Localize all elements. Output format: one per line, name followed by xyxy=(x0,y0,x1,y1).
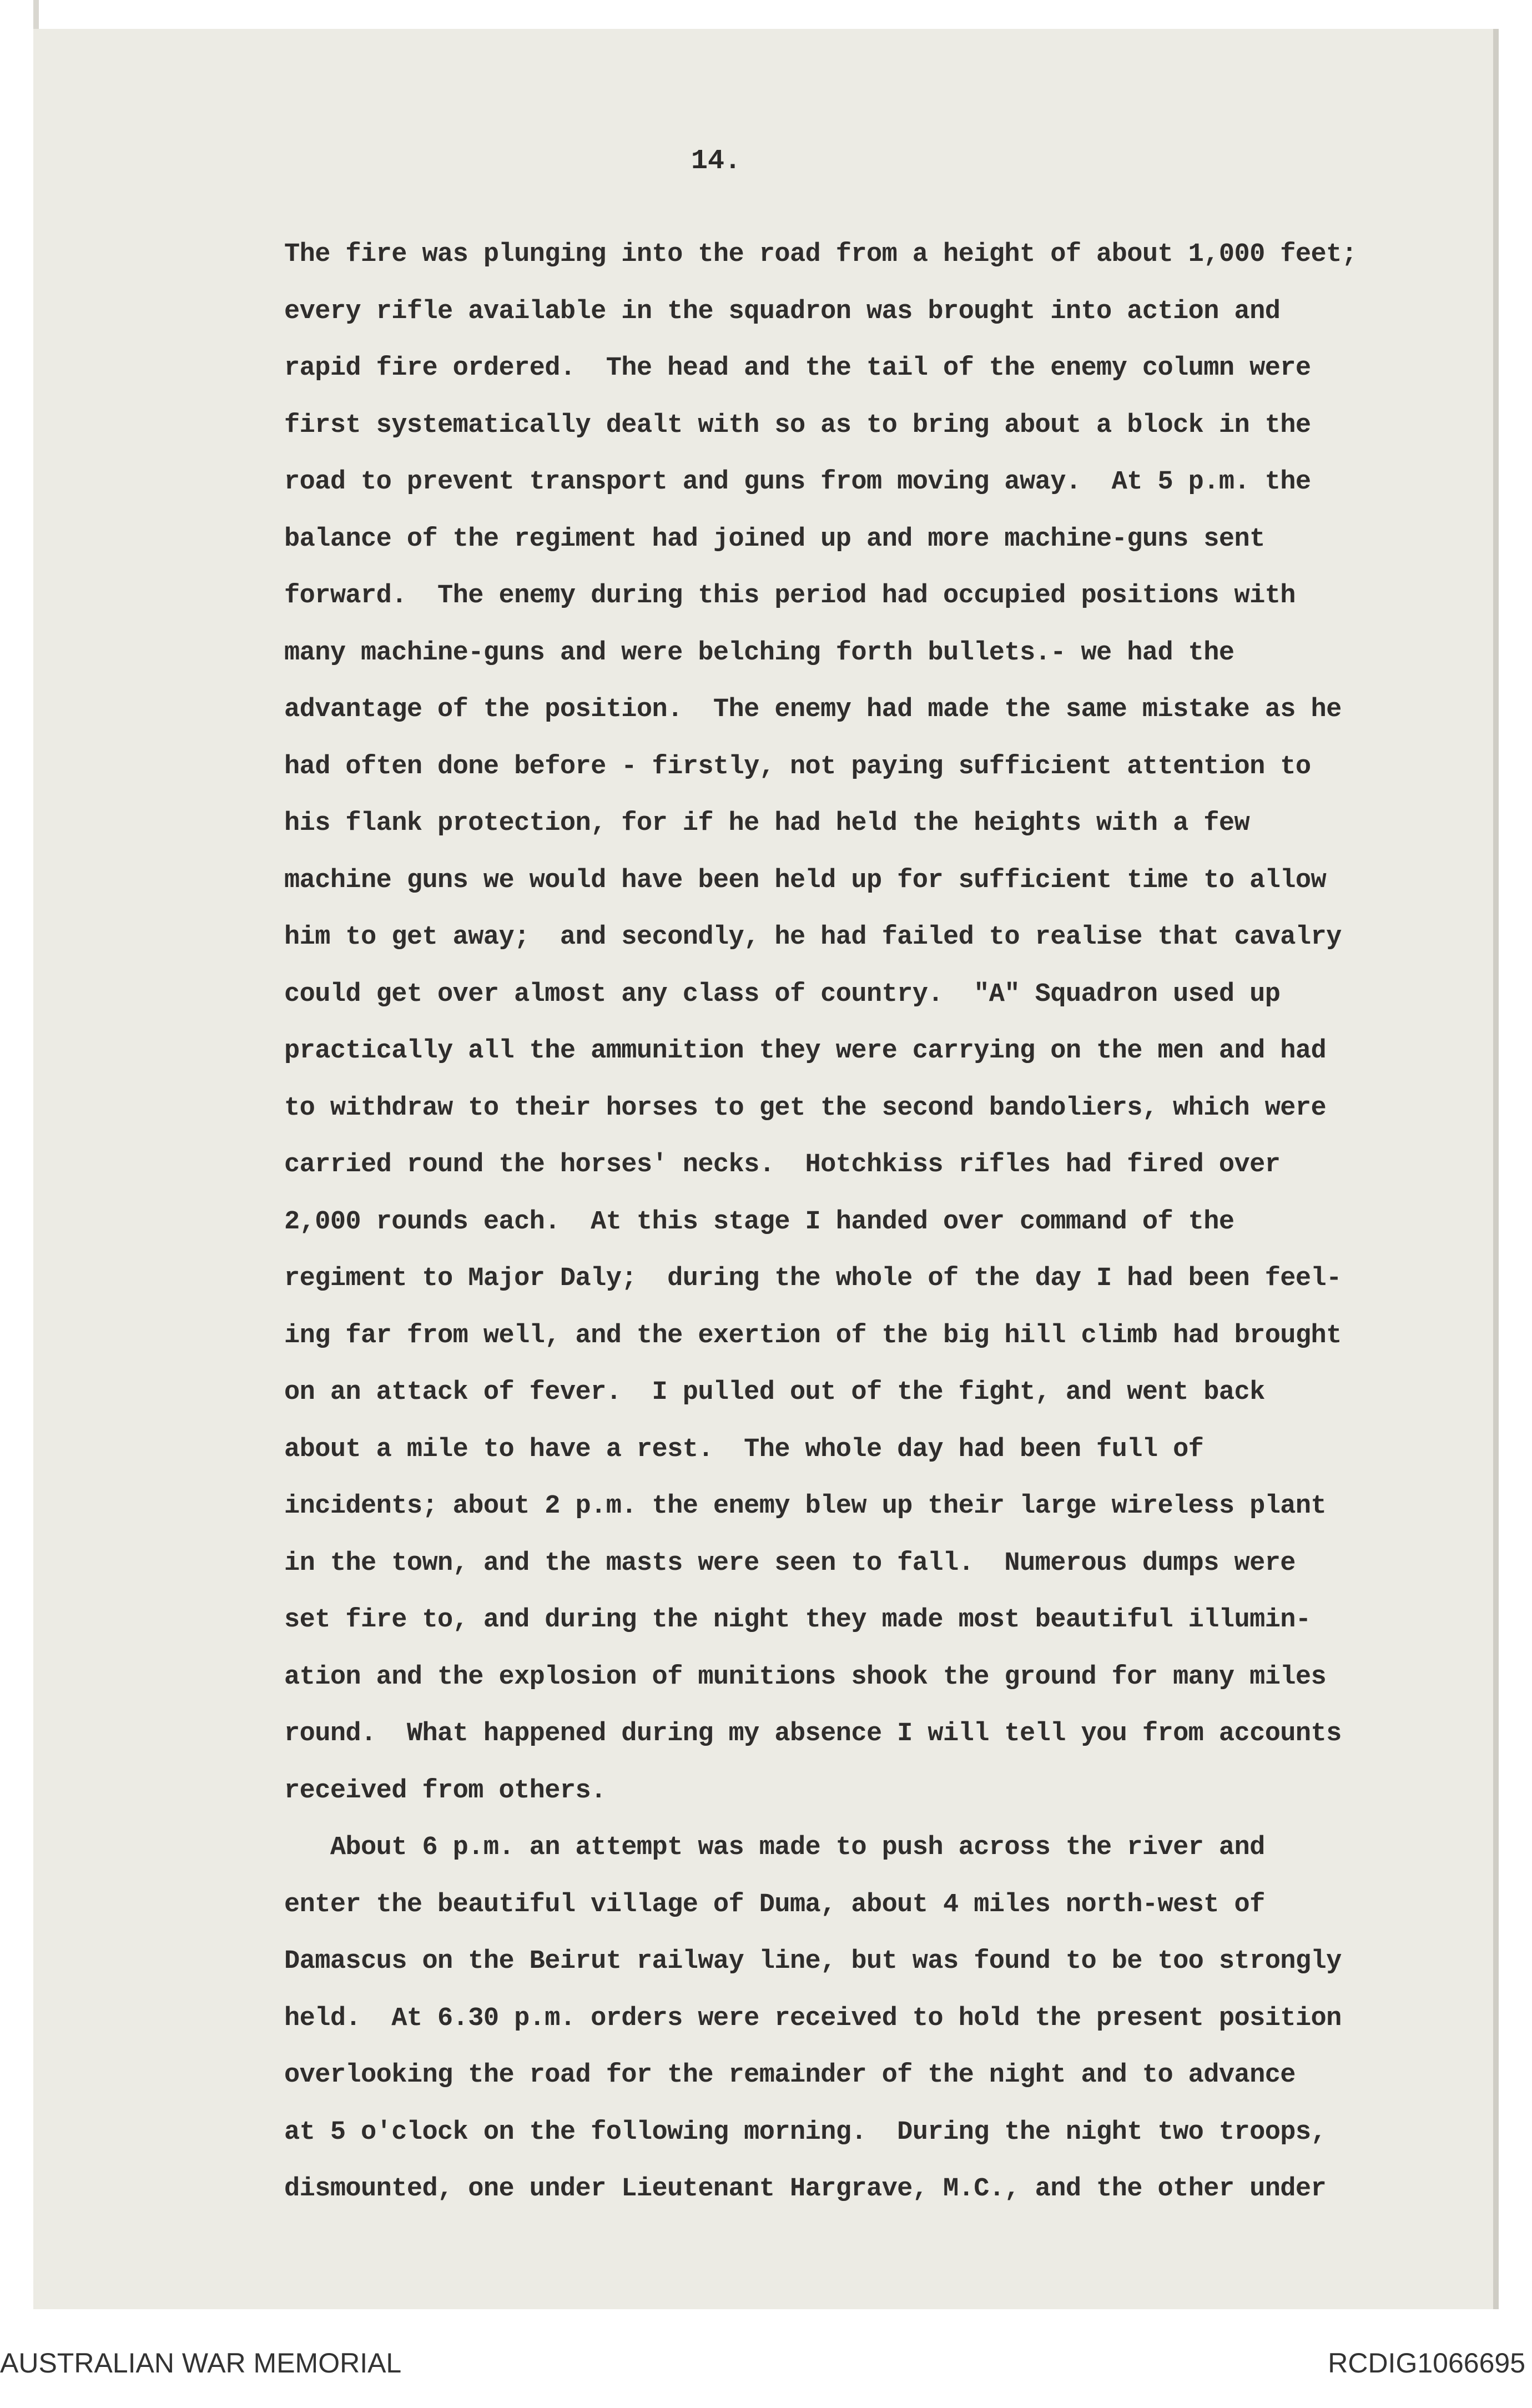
text-line: to withdraw to their horses to get the second bandoliers, which were xyxy=(284,1093,1327,1123)
text-line: About 6 p.m. an attempt was made to push across the river and xyxy=(284,1833,1265,1862)
text-line: ation and the explosion of munitions shook the ground for many miles xyxy=(284,1662,1327,1692)
text-line: set fire to, and during the night they made most beautiful illumin- xyxy=(284,1605,1311,1635)
text-line: road to prevent transport and guns from moving away. At 5 p.m. the xyxy=(284,467,1311,497)
footer-record-id: RCDIG1066695 xyxy=(1328,2347,1525,2379)
text-line: carried round the horses' necks. Hotchkiss rifles had fired over xyxy=(284,1150,1281,1180)
text-line: in the town, and the masts were seen to fall. Numerous dumps were xyxy=(284,1548,1296,1578)
text-line: forward. The enemy during this period had occupied positions with xyxy=(284,581,1296,611)
text-line: every rifle available in the squadron was brought into action and xyxy=(284,296,1281,326)
text-line: had often done before - firstly, not paying sufficient attention to xyxy=(284,752,1311,782)
text-line: at 5 o'clock on the following morning. During the night two troops, xyxy=(284,2117,1327,2147)
text-line: overlooking the road for the remainder of the night and to advance xyxy=(284,2061,1296,2090)
text-line: his flank protection, for if he had held the heights with a few xyxy=(284,809,1250,838)
text-line: first systematically dealt with so as to bring about a block in the xyxy=(284,410,1311,440)
text-line: ing far from well, and the exertion of the big hill climb had brought xyxy=(284,1321,1342,1351)
text-line: The fire was plunging into the road from a height of about 1,000 feet; xyxy=(284,240,1357,269)
body-text xyxy=(284,226,1467,2218)
text-line: about a mile to have a rest. The whole day had been full of xyxy=(284,1434,1204,1464)
text-line: balance of the regiment had joined up and more machine-guns sent xyxy=(284,524,1265,554)
text-line: regiment to Major Daly; during the whole of the day I had been feel- xyxy=(284,1264,1342,1293)
text-line: many machine-guns and were belching forth bullets.- we had the xyxy=(284,638,1234,668)
text-line: received from others. xyxy=(284,1776,606,1806)
text-line: round. What happened during my absence I will tell you from accounts xyxy=(284,1719,1342,1749)
page-number: 14. xyxy=(691,145,742,177)
footer-institution: AUSTRALIAN WAR MEMORIAL xyxy=(0,2347,402,2379)
text-line: held. At 6.30 p.m. orders were received to hold the present position xyxy=(284,2003,1342,2033)
text-line: machine guns we would have been held up for sufficient time to allow xyxy=(284,865,1327,895)
text-line: Damascus on the Beirut railway line, but was found to be too strongly xyxy=(284,1947,1342,1976)
text-line: on an attack of fever. I pulled out of the fight, and went back xyxy=(284,1378,1265,1407)
text-line: 2,000 rounds each. At this stage I handed over command of the xyxy=(284,1207,1234,1237)
text-line: him to get away; and secondly, he had failed to realise that cavalry xyxy=(284,923,1342,952)
text-line: incidents; about 2 p.m. the enemy blew up their large wireless plant xyxy=(284,1492,1327,1521)
text-line: rapid fire ordered. The head and the tail of the enemy column were xyxy=(284,354,1311,383)
text-line: enter the beautiful village of Duma, about 4 miles north-west of xyxy=(284,1890,1265,1920)
text-line: practically all the ammunition they were carrying on the men and had xyxy=(284,1036,1327,1066)
text-line: advantage of the position. The enemy had made the same mistake as he xyxy=(284,695,1342,724)
text-line: could get over almost any class of country. "A" Squadron used up xyxy=(284,979,1281,1009)
text-line: dismounted, one under Lieutenant Hargrave, M.C., and the other under xyxy=(284,2174,1327,2204)
